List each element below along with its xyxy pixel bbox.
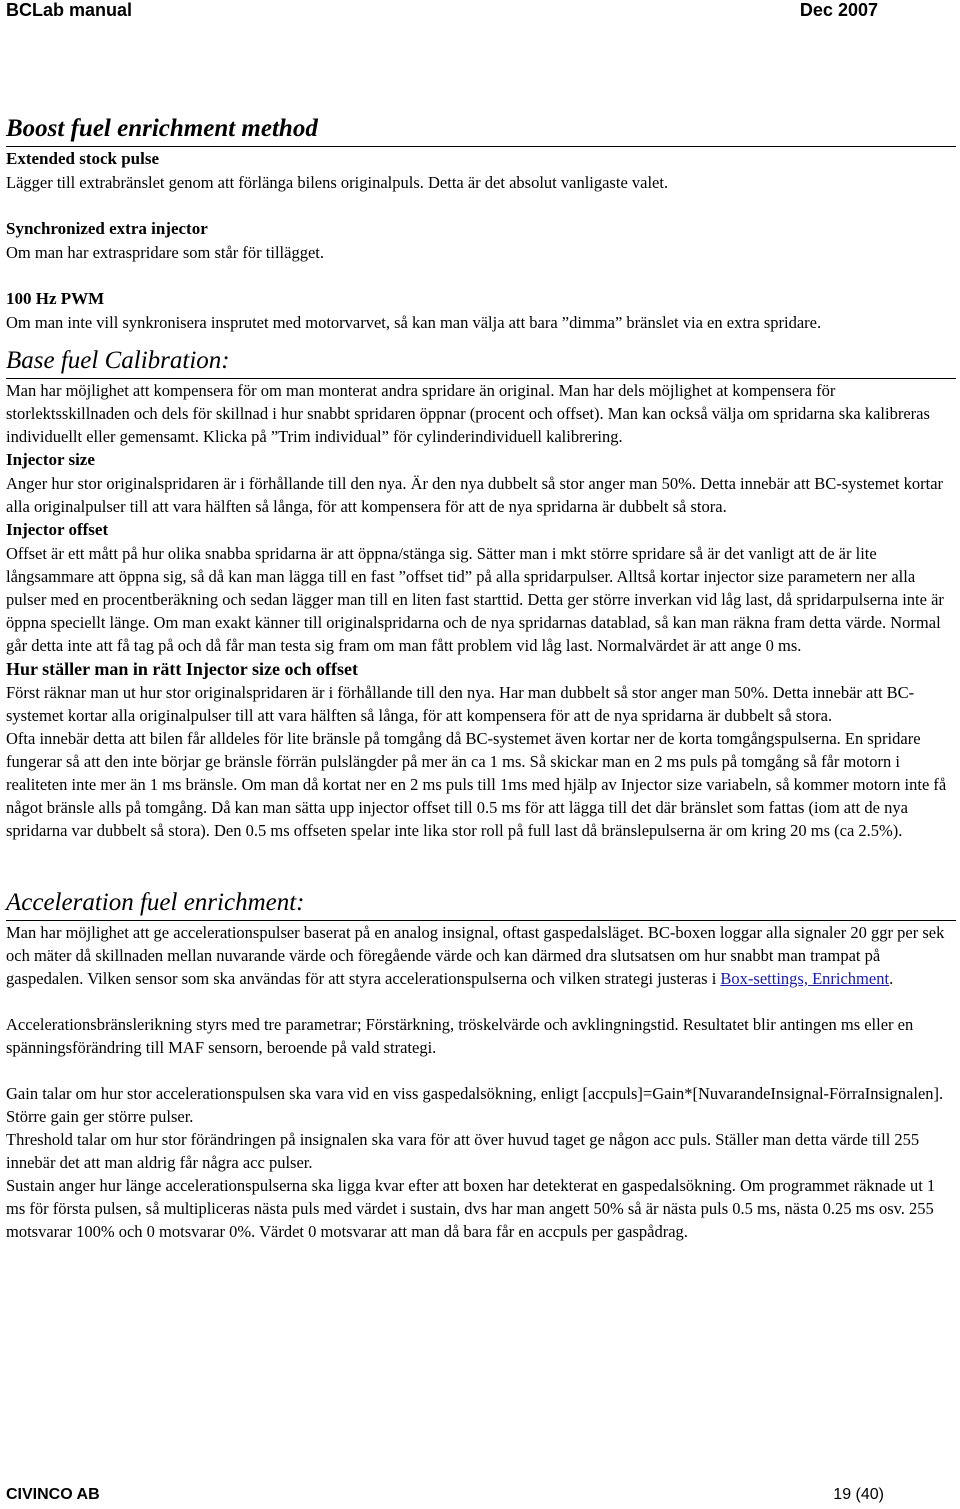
section-title-acceleration: Acceleration fuel enrichment: (6, 886, 956, 921)
paragraph-sustain: Sustain anger hur länge accelerationspulserna ska ligga kvar efter att boxen har detekterat en gaspedalsökning. Om programmet räknade ut 1 ms för första pulsen, så multipliceras nästa puls med värdet i sustain, dvs har man angett 50% så är nästa puls 0.5 ms, nästa 0.25 ms osv. 255 motsvarar 100% och 0 motsvarar 0%. Värdet 0 motsvarar att man då bara får en accpuls per gaspådrag. (6, 1176, 936, 1241)
subheading-extended-stock-pulse: Extended stock pulse (6, 149, 160, 168)
paragraph: Om man har extraspridare som står för tillägget. (6, 243, 324, 262)
paragraph: Anger hur stor originalspridaren är i förhållande till den nya. Är den nya dubbelt så stor anger man 50%. Detta innebär att BC-systemet kortar alla originalpulser till att vara hälften så långa, för att kompensera för att de nya spridarna är dubbelt så stora. (6, 474, 944, 516)
subheading-synchronized-extra-injector: Synchronized extra injector (6, 219, 208, 238)
subheading-injector-size: Injector size (6, 450, 95, 469)
paragraph: Ofta innebär detta att bilen får alldeles för lite bränsle på tomgång då BC-systemet även kortar ner de korta tomgångspulserna. En spridare fungerar så att den inte börjar ge bränsle förrän pulslängder på mer än ca 1 ms. Så skickar man en 2 ms puls på tomgång så får motorn i realiteten inte mer än 1 ms bränsle. Om man då kortat ner en 2 ms puls till 1ms med hjälp av Injector size variabeln, så kommer motorn inte få något bränsle alls på tomgång. Då kan man sätta upp injector offset till 0.5 ms för att lägga till det där bränslet som fattas (iom att de nya spridarna var dubbelt så stora). Den 0.5 ms offseten spelar inte lika stor roll på full last då bränslepulserna är om kring 20 ms (ca 2.5%). (6, 729, 947, 840)
paragraph: Först räknar man ut hur stor originalspridaren är i förhållande till den nya. Har man dubbelt så stor anger man 50%. Detta innebär att BC-systemet kortar alla originalpulser till att vara hälften så långa, för att kompensera för att de nya spridarna är dubbelt så stora. (6, 683, 915, 725)
subheading-injector-offset: Injector offset (6, 520, 109, 539)
box-settings-link[interactable]: Box-settings, Enrichment (720, 969, 890, 988)
subheading-how-to-set: Hur ställer man in rätt Injector size och offset (6, 659, 358, 679)
paragraph: Om man inte vill synkronisera insprutet med motorvarvet, så kan man välja att bara ”dimma” bränslet via en extra spridare. (6, 313, 822, 332)
subheading-100hz-pwm: 100 Hz PWM (6, 289, 105, 308)
paragraph: Lägger till extrabränslet genom att förlänga bilens originalpuls. Detta är det absolut vanligaste valet. (6, 173, 669, 192)
paragraph: Man har möjlighet att kompensera för om man monterat andra spridare än original. Man har dels möjlighet at kompensera för storlektsskillnaden och dels för skillnad i hur snabbt spridaren öppnar (procent och offset). Man kan också välja om spridarna ska kalibreras individuellt eller gemensamt. Klicka på ”Trim individual” för cylinderindividuell kalibrering. (6, 381, 930, 446)
paragraph-threshold: Threshold talar om hur stor förändringen på insignalen ska vara för att över huvud taget ge någon acc puls. Ställer man detta värde till 255 innebär det att man aldrig får några acc pulser. (6, 1130, 920, 1172)
page-header (6, 0, 960, 22)
section-title-base-fuel: Base fuel Calibration: (6, 344, 956, 379)
manual-title: BCLab manual (6, 0, 133, 20)
paragraph-gain: Gain talar om hur stor accelerationspulsen ska vara vid en viss gaspedalsökning, enligt [accpuls]=Gain*[NuvarandeInsignal-FörraInsignalen]. Större gain ger större pulser. (6, 1084, 944, 1126)
paragraph: Man har möjlighet att ge accelerationspulser baserat på en analog insignal, oftast gaspedalsläget. BC-boxen loggar alla signaler 20 ggr per sek och mäter då skillnaden mellan nuvarande värde och föregående värde och kan därmed dra slutsatsen om hur snabbt man trampat på gaspedalen. Vilken sensor som ska användas för att styra accelerationspulserna och vilken strategi justeras i Box-settings, Enrichment. (6, 923, 945, 988)
paragraph: Accelerationsbränslerikning styrs med tre parametrar; Förstärkning, tröskelvärde och avklingningstid. Resultatet blir antingen ms eller en spänningsförändring till MAF sensorn, beroende på vald strategi. (6, 1015, 914, 1057)
section-title-boost: Boost fuel enrichment method (6, 112, 956, 147)
page-footer (6, 1486, 960, 1508)
page-number: 19 (40) (833, 1486, 884, 1503)
paragraph: Offset är ett mått på hur olika snabba spridarna är att öppna/stänga sig. Sätter man i mkt större spridare så är det vanligt att de är lite långsammare att öppna sig, så då kan man lägga till en fast ”offset tid” på alla spridarpulser. Alltså kortar injector size parametern ner alla pulser med en procentberäkning och sedan lägger man till en liten fast starttid. Detta ger större inverkan vid låg last, då spridarpulserna inte är öppna speciellt länge. Om man exakt känner till originalspridarna och de nya spridarnas datablad, så kan man räkna fram detta värde. Normal går detta inte att få tag på och då får man testa sig fram om man fått problem vid låg last. Normalvärdet är att ange 0 ms. (6, 544, 944, 655)
header-date: Dec 2007 (799, 0, 878, 20)
document-body (6, 112, 956, 1243)
company-name: CIVINCO AB (6, 1486, 100, 1503)
